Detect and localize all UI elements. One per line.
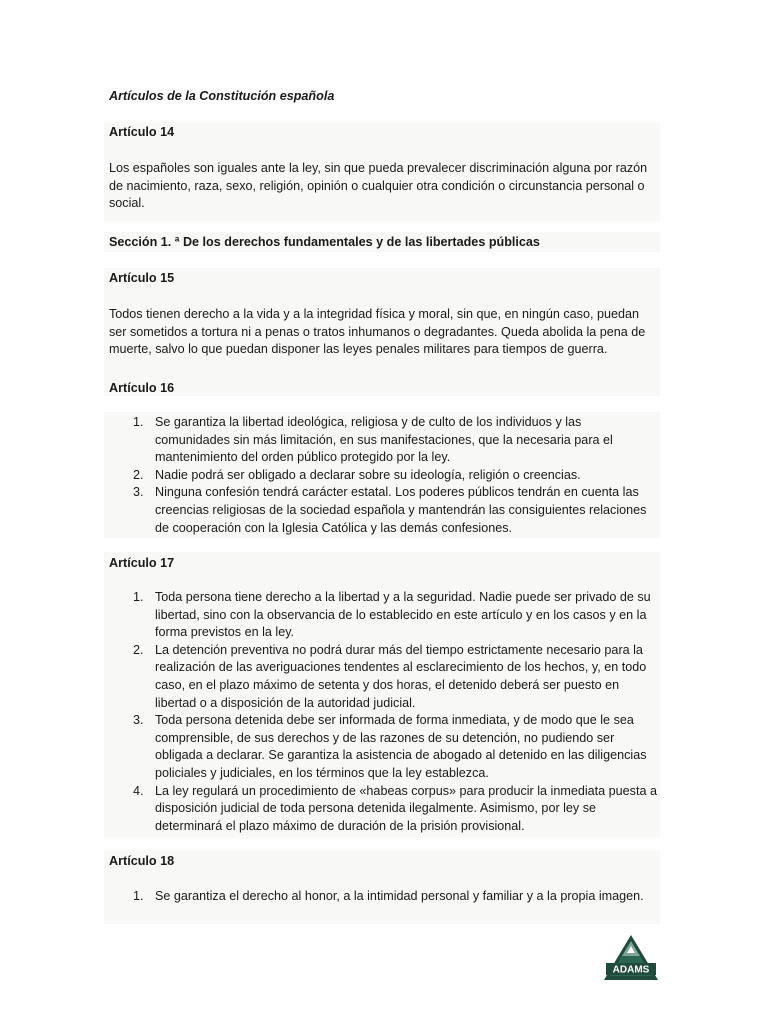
list-item [109,712,659,782]
article-17-heading: Artículo 17 [109,556,175,570]
item-number: 3. [133,713,144,728]
item-number: 4. [133,783,144,798]
list-item [109,467,659,485]
adams-logo-icon [603,934,659,982]
logo-text: ADAMS [612,964,650,976]
list-item [109,484,659,537]
item-text: La detención preventiva no podrá durar más del tiempo estrictamente necesario para la realización de las averiguaciones tendentes al esclarecimiento de los hechos, y, en todo caso, en el plazo máximo de setenta y dos horas, el detenido deberá ser puesto en libertad o a disposición de la autoridad judicial. [155,642,647,710]
item-text: Toda persona tiene derecho a la libertad y a la seguridad. Nadie puede ser privado de su libertad, sino con la observancia de lo establecido en este artículo y en los casos y en la forma previstos en la ley. [155,590,651,640]
item-number: 1. [133,889,144,903]
list-item [109,888,659,906]
article-15-text: Todos tienen derecho a la vida y a la integridad física y moral, sin que, en ningún caso, puedan ser sometidos a tortura ni a penas o tratos inhumanos o degradantes. Queda abolida la pena de muerte, salvo lo que puedan disponer las leyes penales militares para tiempos de guerra. [109,307,646,357]
article-15-heading: Artículo 15 [109,271,175,285]
item-text: Toda persona detenida debe ser informada de forma inmediata, y de modo que le sea comprensible, de sus derechos y de las razones de su detención, no pudiendo ser obligada a declarar. Se garantiza la asistencia de abogado al detenido en las diligencias policiales y judiciales, en los términos que la ley establezca. [155,713,647,780]
item-text: Se garantiza la libertad ideológica, religiosa y de culto de los individuos y las comunidades sin más limitación, en sus manifestaciones, que la necesaria para el mantenimiento del orden público protegido por la ley. [155,415,613,465]
item-number: 3. [133,485,144,500]
item-text: La ley regulará un procedimiento de «habeas corpus» para producir la inmediata puesta a disposición judicial de toda persona detenida ilegalmente. Asimismo, por ley se determinará el plazo máximo de duración de la prisión provisional. [155,783,657,833]
document-title: Artículos de la Constitución española [109,89,335,103]
article-18-heading: Artículo 18 [109,854,175,868]
article-16-heading: Artículo 16 [109,381,175,395]
adams-logo [603,934,659,982]
article-17-list [109,589,659,835]
item-text: Nadie podrá ser obligado a declarar sobre su ideología, religión o creencias. [155,467,581,482]
list-item [109,589,659,642]
section-heading: Sección 1. ª De los derechos fundamentales y de las libertades públicas [109,235,540,249]
item-text: Se garantiza el derecho al honor, a la intimidad personal y familiar y a la propia imagen. [155,889,644,903]
list-item [109,783,659,836]
item-number: 1. [133,415,144,429]
article-16-list [109,414,659,537]
article-18-list [109,888,659,906]
article-14-heading: Artículo 14 [109,125,175,139]
list-item [109,642,659,712]
item-number: 2. [133,642,144,657]
item-number: 2. [133,467,144,482]
item-text: Ninguna confesión tendrá carácter estatal. Los poderes públicos tendrán en cuenta las creencias religiosas de la sociedad española y mantendrán las consiguientes relaciones de cooperación con la Iglesia Católica y las demás confesiones. [155,485,647,535]
item-number: 1. [133,590,144,604]
article-14-text: Los españoles son iguales ante la ley, sin que pueda prevalecer discriminación alguna por razón de nacimiento, raza, sexo, religión, opinión o cualquier otra condición o circunstancia personal o social. [109,161,648,211]
list-item [109,414,659,467]
